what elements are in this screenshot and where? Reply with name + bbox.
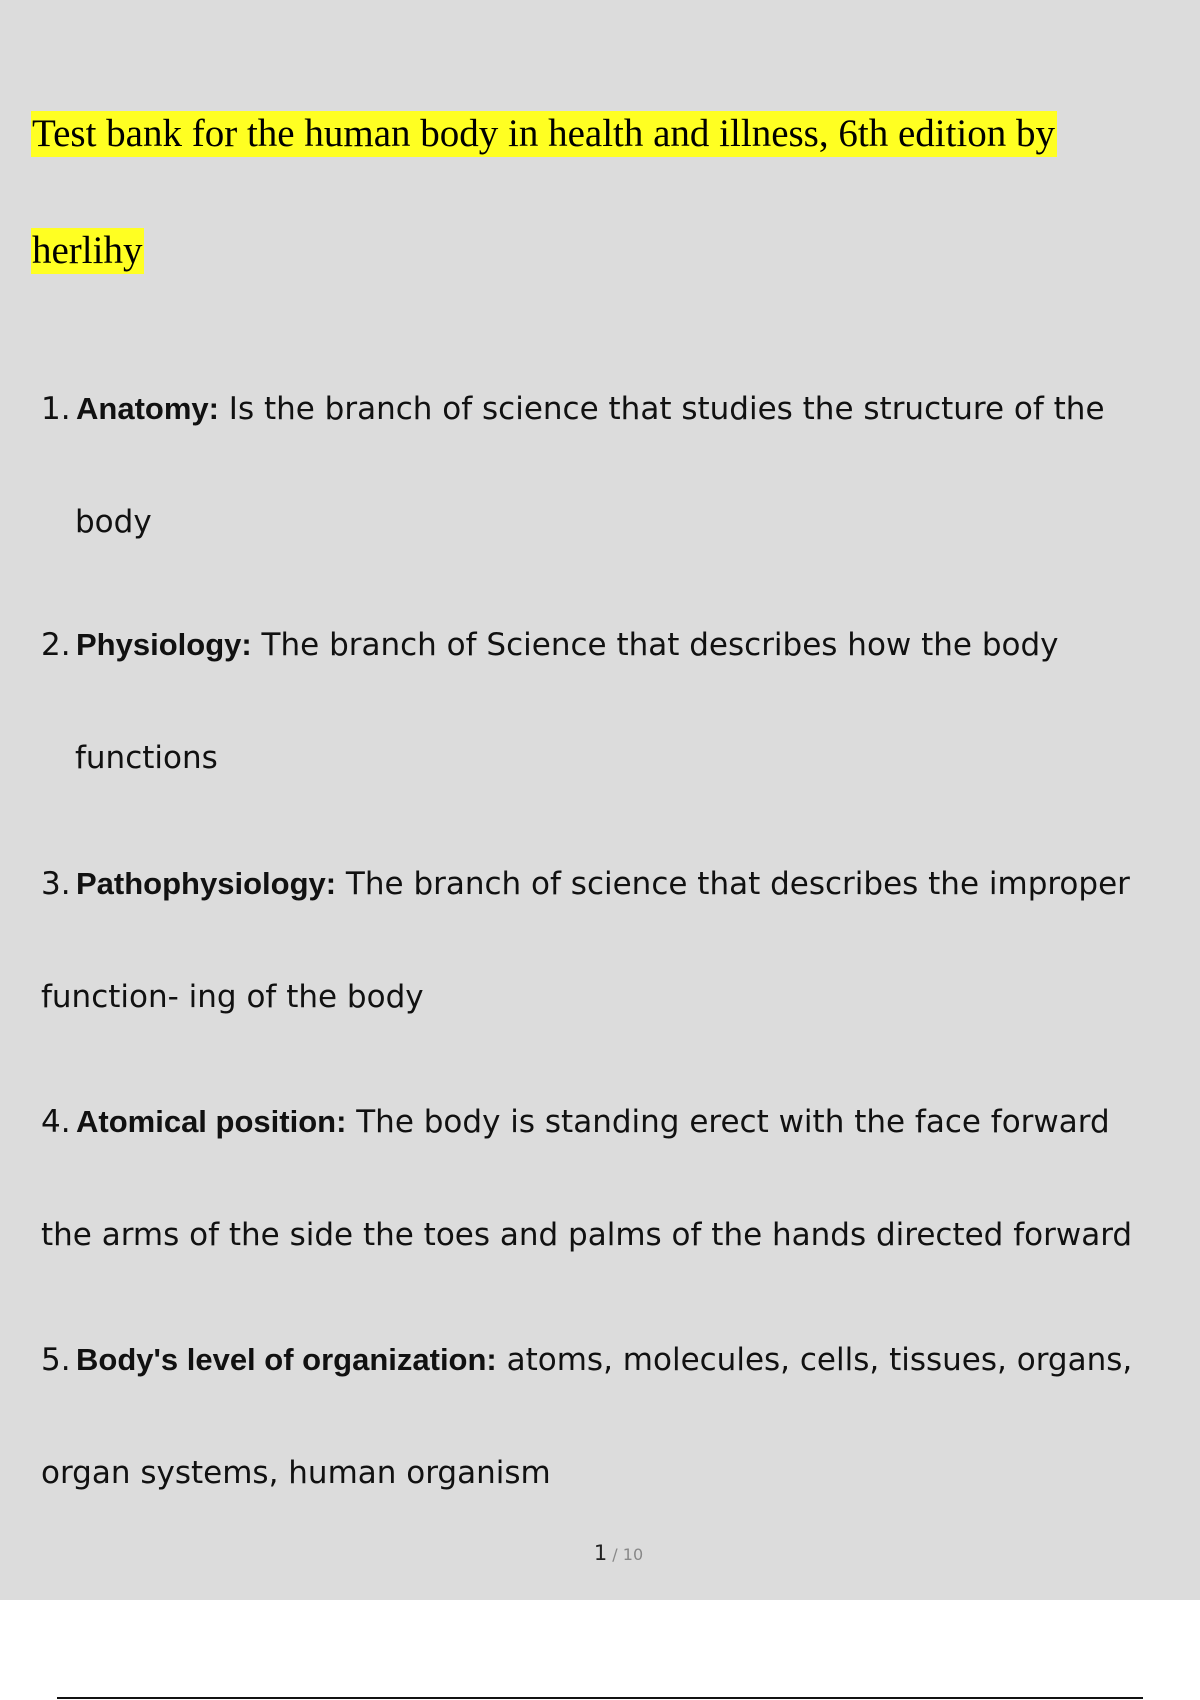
next-page-rule: [57, 1697, 1143, 1699]
page-indicator: [0, 1541, 1200, 1565]
item-definition-line-1: Is the branch of science that studies the structure of the: [218, 391, 1105, 427]
list-item-3: [41, 864, 1130, 904]
item-number: 2.: [41, 627, 71, 663]
item-term: Body's level of organization:: [76, 1342, 497, 1377]
item-number: 4.: [41, 1104, 71, 1140]
item-definition-line-2: function- ing of the body: [41, 979, 424, 1015]
item-definition-line-1: The branch of science that describes the improper: [336, 866, 1130, 902]
item-definition-line-1: atoms, molecules, cells, tissues, organs,: [496, 1342, 1133, 1378]
item-number: 3.: [41, 866, 71, 902]
list-item-2: [41, 625, 1059, 665]
item-term: Anatomy:: [76, 391, 219, 426]
document-title-line-1: Test bank for the human body in health and illness, 6th edition by: [32, 112, 1056, 155]
document-title-line-2: herlihy: [32, 229, 143, 272]
item-number: 5.: [41, 1342, 71, 1378]
list-item-1: [41, 389, 1105, 429]
item-definition-line-2: organ systems, human organism: [41, 1455, 551, 1491]
item-term: Physiology:: [76, 627, 252, 662]
item-term: Atomical position:: [76, 1104, 347, 1139]
list-item-4: [41, 1102, 1110, 1142]
item-term: Pathophysiology:: [76, 866, 337, 901]
item-definition-line-2: body: [75, 504, 152, 540]
item-definition-line-2: functions: [75, 740, 218, 776]
item-definition-line-1: The branch of Science that describes how the body: [251, 627, 1059, 663]
item-definition-line-2: the arms of the side the toes and palms of the hands directed forward: [41, 1217, 1133, 1253]
page-total: 10: [622, 1545, 644, 1564]
page-current: 1: [593, 1541, 608, 1565]
list-item-5: [41, 1340, 1132, 1380]
page-separator: /: [607, 1545, 623, 1564]
item-definition-line-1: The body is standing erect with the face forward: [346, 1104, 1110, 1140]
item-number: 1.: [41, 391, 71, 427]
